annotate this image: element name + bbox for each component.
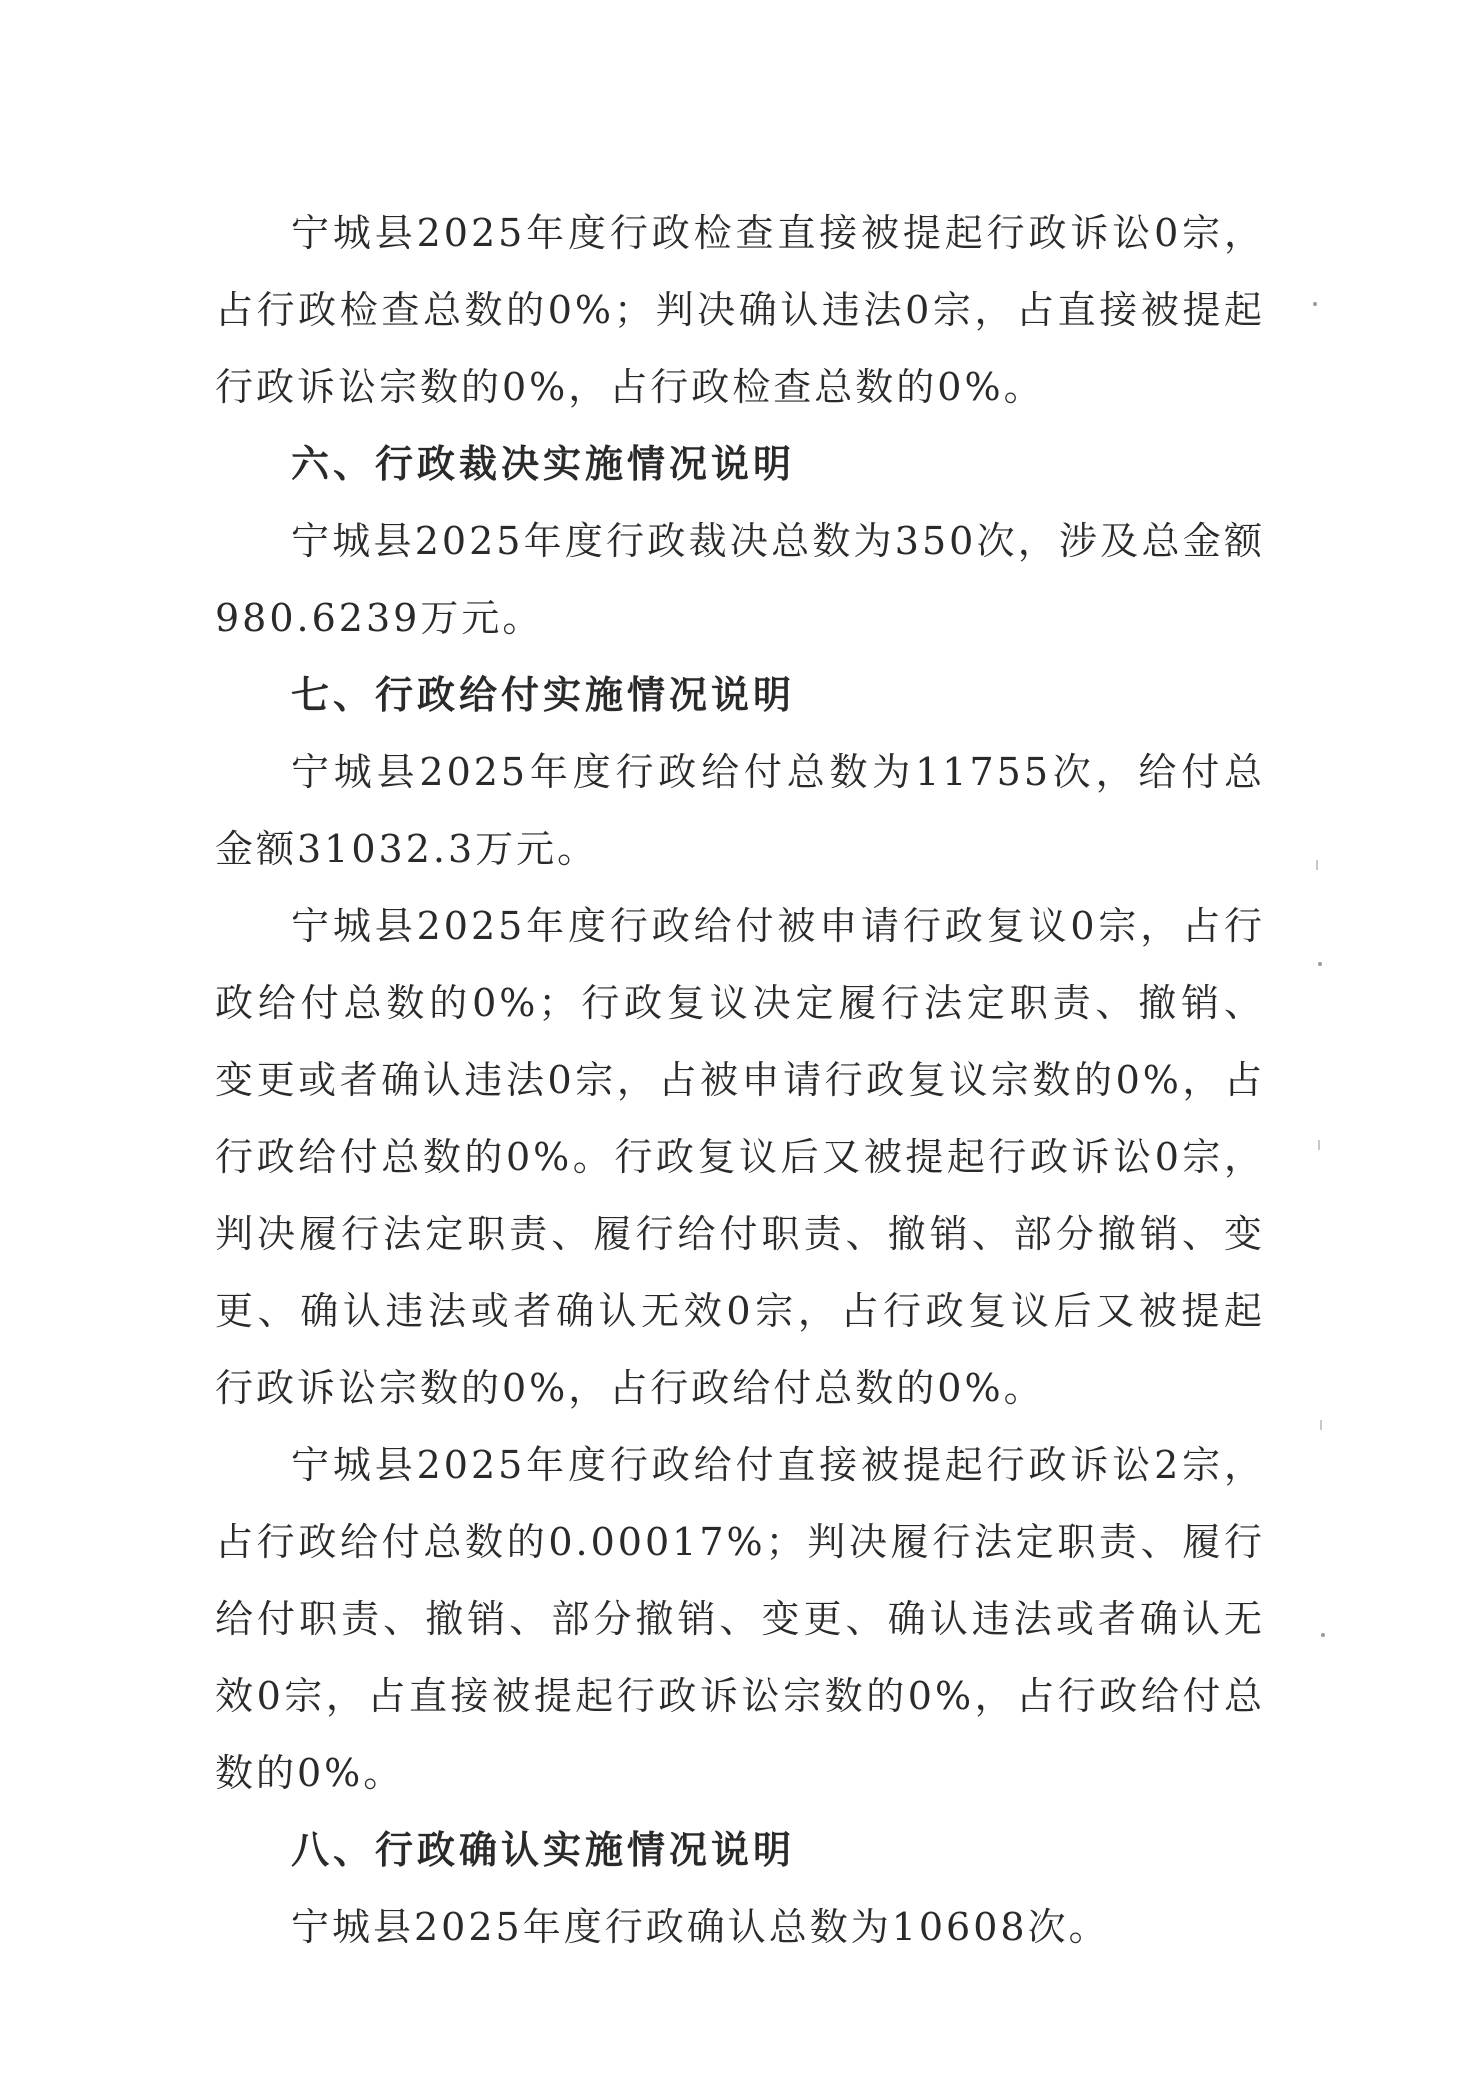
paragraph-payment-total: 宁城县2025年度行政给付总数为11755次，给付总金额31032.3万元。 — [215, 750, 1265, 871]
paragraph-inspection-litigation: 宁城县2025年度行政检查直接被提起行政诉讼0宗，占行政检查总数的0%；判决确认违法0宗，占直接被提起行政诉讼宗数的0%，占行政检查总数的0%。 — [215, 211, 1265, 409]
paragraph-payment-review: 宁城县2025年度行政给付被申请行政复议0宗，占行政给付总数的0%；行政复议决定履行法定职责、撤销、变更或者确认违法0宗，占被申请行政复议宗数的0%，占行政给付总数的0%。行政复议后又被提起行政诉讼0宗，判决履行法定职责、履行给付职责、撤销、部分撤销、变更、确认违法或者确认无效0宗，占行政复议后又被提起行政诉讼宗数的0%，占行政给付总数的0%。 — [215, 904, 1265, 1410]
heading-section-6: 六、行政裁决实施情况说明 — [291, 442, 796, 486]
scan-speck — [1321, 1633, 1325, 1637]
paragraph-confirmation-total: 宁城县2025年度行政确认总数为10608次。 — [291, 1905, 1110, 1949]
scan-mark — [1320, 1420, 1322, 1430]
heading-section-7: 七、行政给付实施情况说明 — [291, 673, 796, 717]
paragraph-adjudication-total: 宁城县2025年度行政裁决总数为350次，涉及总金额980.6239万元。 — [215, 519, 1265, 640]
scan-speck — [1318, 962, 1322, 966]
document-body — [215, 195, 1265, 1966]
heading-section-8: 八、行政确认实施情况说明 — [291, 1828, 796, 1872]
scan-speck — [1313, 302, 1317, 306]
scan-mark — [1316, 860, 1318, 870]
paragraph-payment-litigation: 宁城县2025年度行政给付直接被提起行政诉讼2宗，占行政给付总数的0.00017%；判决履行法定职责、履行给付职责、撤销、部分撤销、变更、确认违法或者确认无效0宗，占直接被提起行政诉讼宗数的0%，占行政给付总数的0%。 — [215, 1443, 1265, 1795]
scan-mark — [1318, 1140, 1320, 1150]
